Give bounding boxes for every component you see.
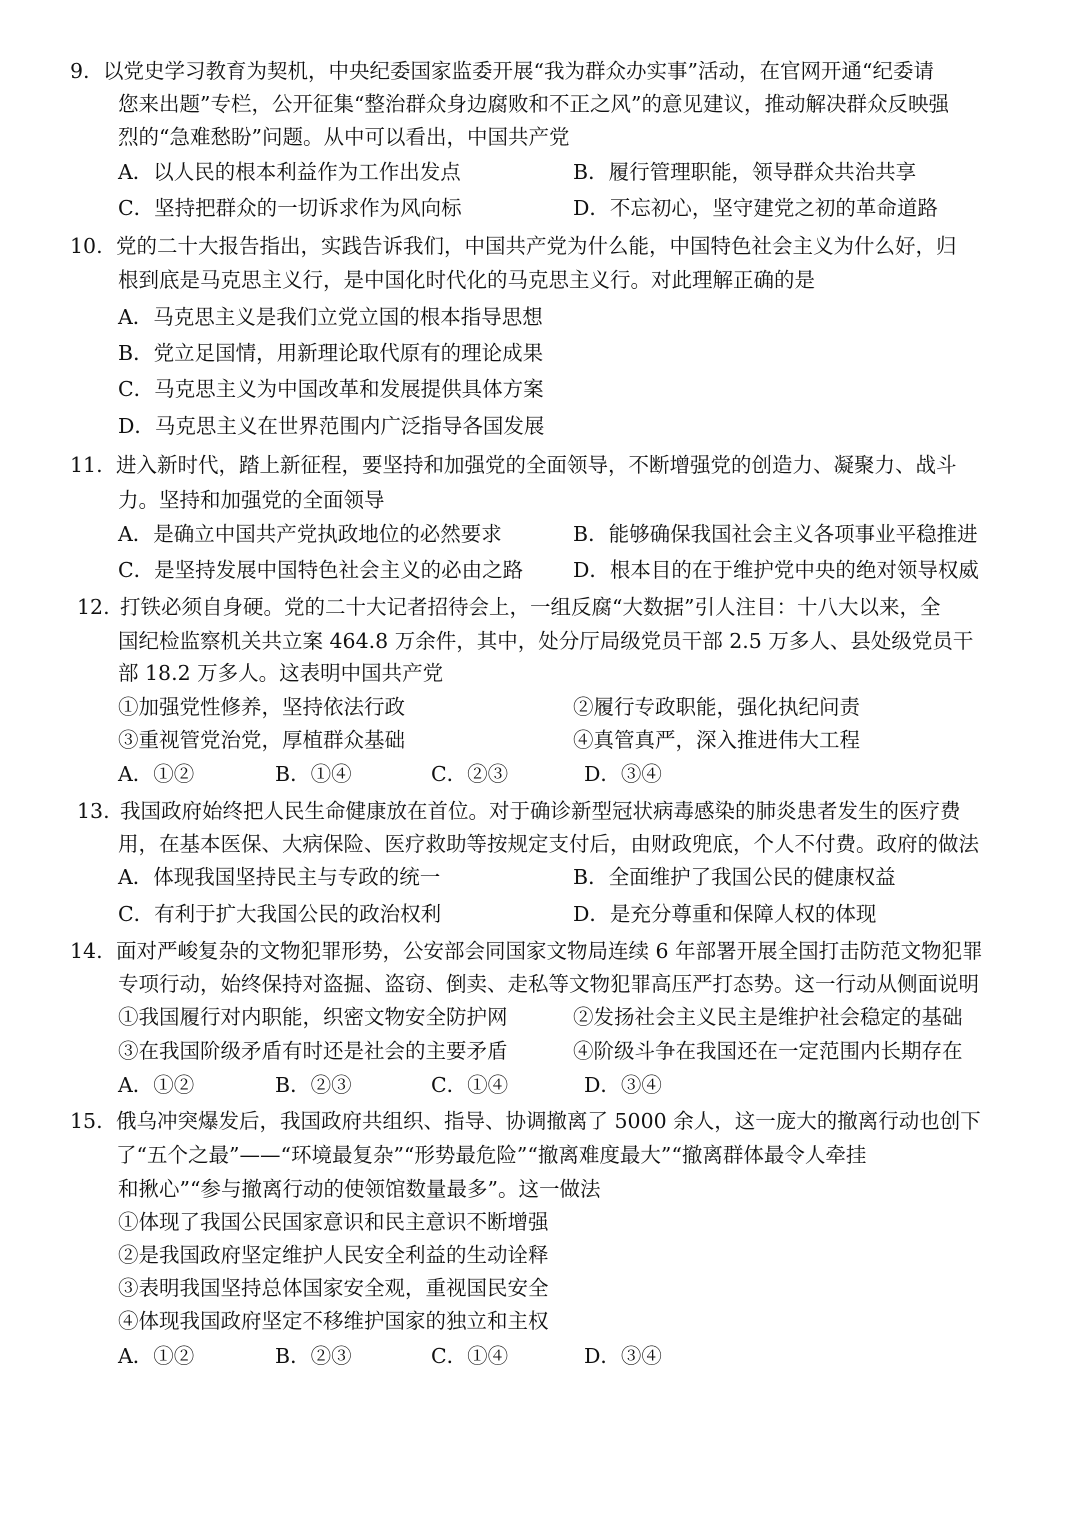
question-stem-line: 俄乌冲突爆发后，我国政府共组织、指导、协调撤离了 5000 余人，这一庞大的撤离行动也创下 (116, 1109, 981, 1133)
answer-choice-d: D．③④ (584, 1344, 662, 1368)
statement-2: ②履行专政职能，强化执纪问责 (573, 695, 860, 719)
statement-1: ①加强党性修养，坚持依法行政 (118, 695, 405, 719)
question-number: 10. (70, 234, 103, 258)
question-stem-line: 烈的“急难愁盼”问题。从中可以看出，中国共产党 (118, 125, 570, 149)
answer-choice-d: D．③④ (584, 1073, 662, 1097)
statement-1: ①我国履行对内职能，织密文物安全防护网 (118, 1005, 508, 1029)
option-d: D．根本目的在于维护党中央的绝对领导权威 (573, 558, 979, 582)
question-stem-line: 国纪检监察机关共立案 464.8 万余件，其中，处分厅局级党员干部 2.5 万多人、县处级党员干 (118, 629, 974, 653)
question-stem-line: 党的二十大报告指出，实践告诉我们，中国共产党为什么能，中国特色社会主义为什么好，归 (116, 234, 957, 258)
answer-choice-c: C．①④ (431, 1073, 509, 1097)
question-stem-line: 打铁必须自身硬。党的二十大记者招待会上，一组反腐“大数据”引人注目：十八大以来，全 (120, 595, 941, 619)
question-number: 13. (77, 799, 110, 823)
statement-4: ④真管真严，深入推进伟大工程 (573, 728, 860, 752)
question-number: 9. (70, 59, 90, 83)
option-d: D．不忘初心，坚守建党之初的革命道路 (573, 196, 938, 220)
question-stem-line: 部 18.2 万多人。这表明中国共产党 (118, 661, 444, 685)
question-number: 14. (70, 939, 103, 963)
question-stem-line: 力。坚持和加强党的全面领导 (118, 488, 385, 512)
answer-choice-a: A．①② (118, 1344, 195, 1368)
answer-choice-b: B．②③ (275, 1344, 352, 1368)
option-d: D．马克思主义在世界范围内广泛指导各国发展 (118, 414, 545, 438)
question-stem-line: 了“五个之最”——“环境最复杂”“形势最危险”“撤离难度最大”“撤离群体最令人牵挂 (116, 1143, 867, 1167)
option-c: C．是坚持发展中国特色社会主义的必由之路 (118, 558, 524, 582)
statement-3: ③在我国阶级矛盾有时还是社会的主要矛盾 (118, 1039, 508, 1063)
answer-choice-c: C．②③ (431, 762, 509, 786)
option-c: C．坚持把群众的一切诉求作为风向标 (118, 196, 462, 220)
option-b: B．能够确保我国社会主义各项事业平稳推进 (573, 522, 978, 546)
question-stem-line: 用，在基本医保、大病保险、医疗救助等按规定支付后，由财政兜底，个人不付费。政府的做法 (118, 832, 979, 856)
question-number: 11. (70, 453, 103, 477)
statement-3: ③表明我国坚持总体国家安全观，重视国民安全 (118, 1276, 549, 1300)
answer-choice-d: D．③④ (584, 762, 662, 786)
statement-3: ③重视管党治党，厚植群众基础 (118, 728, 405, 752)
option-b: B．履行管理职能，领导群众共治共享 (573, 160, 917, 184)
statement-4: ④体现我国政府坚定不移维护国家的独立和主权 (118, 1309, 549, 1333)
statement-4: ④阶级斗争在我国还在一定范围内长期存在 (573, 1039, 963, 1063)
question-stem-line: 和揪心”“参与撤离行动的使领馆数量最多”。这一做法 (118, 1177, 601, 1201)
answer-choice-a: A．①② (118, 762, 195, 786)
option-d: D．是充分尊重和保障人权的体现 (573, 902, 877, 926)
answer-choice-a: A．①② (118, 1073, 195, 1097)
option-a: A．以人民的根本利益作为工作出发点 (118, 160, 461, 184)
option-a: A．体现我国坚持民主与专政的统一 (118, 865, 441, 889)
question-stem-line: 专项行动，始终保持对盗掘、盗窃、倒卖、走私等文物犯罪高压严打态势。这一行动从侧面说明 (118, 972, 979, 996)
question-stem-line: 您来出题”专栏，公开征集“整治群众身边腐败和不正之风”的意见建议，推动解决群众反映强 (118, 92, 949, 116)
option-a: A．马克思主义是我们立党立国的根本指导思想 (118, 305, 543, 329)
question-number: 15. (70, 1109, 103, 1133)
question-stem-line: 面对严峻复杂的文物犯罪形势，公安部会同国家文物局连续 6 年部署开展全国打击防范文物犯罪 (116, 939, 983, 963)
question-stem-line: 我国政府始终把人民生命健康放在首位。对于确诊新型冠状病毒感染的肺炎患者发生的医疗费 (120, 799, 961, 823)
answer-choice-c: C．①④ (431, 1344, 509, 1368)
option-a: A．是确立中国共产党执政地位的必然要求 (118, 522, 502, 546)
question-stem-line: 以党史学习教育为契机，中央纪委国家监委开展“我为群众办实事”活动，在官网开通“纪委请 (103, 59, 934, 83)
question-number: 12. (77, 595, 110, 619)
option-b: B．党立足国情，用新理论取代原有的理论成果 (118, 341, 544, 365)
answer-choice-b: B．①④ (275, 762, 352, 786)
option-b: B．全面维护了我国公民的健康权益 (573, 865, 896, 889)
question-stem-line: 进入新时代，踏上新征程，要坚持和加强党的全面领导，不断增强党的创造力、凝聚力、战斗 (116, 453, 957, 477)
option-c: C．马克思主义为中国改革和发展提供具体方案 (118, 377, 544, 401)
option-c: C．有利于扩大我国公民的政治权利 (118, 902, 442, 926)
question-stem-line: 根到底是马克思主义行，是中国化时代化的马克思主义行。对此理解正确的是 (118, 268, 815, 292)
statement-2: ②是我国政府坚定维护人民安全利益的生动诠释 (118, 1243, 549, 1267)
statement-1: ①体现了我国公民国家意识和民主意识不断增强 (118, 1210, 549, 1234)
statement-2: ②发扬社会主义民主是维护社会稳定的基础 (573, 1005, 963, 1029)
answer-choice-b: B．②③ (275, 1073, 352, 1097)
